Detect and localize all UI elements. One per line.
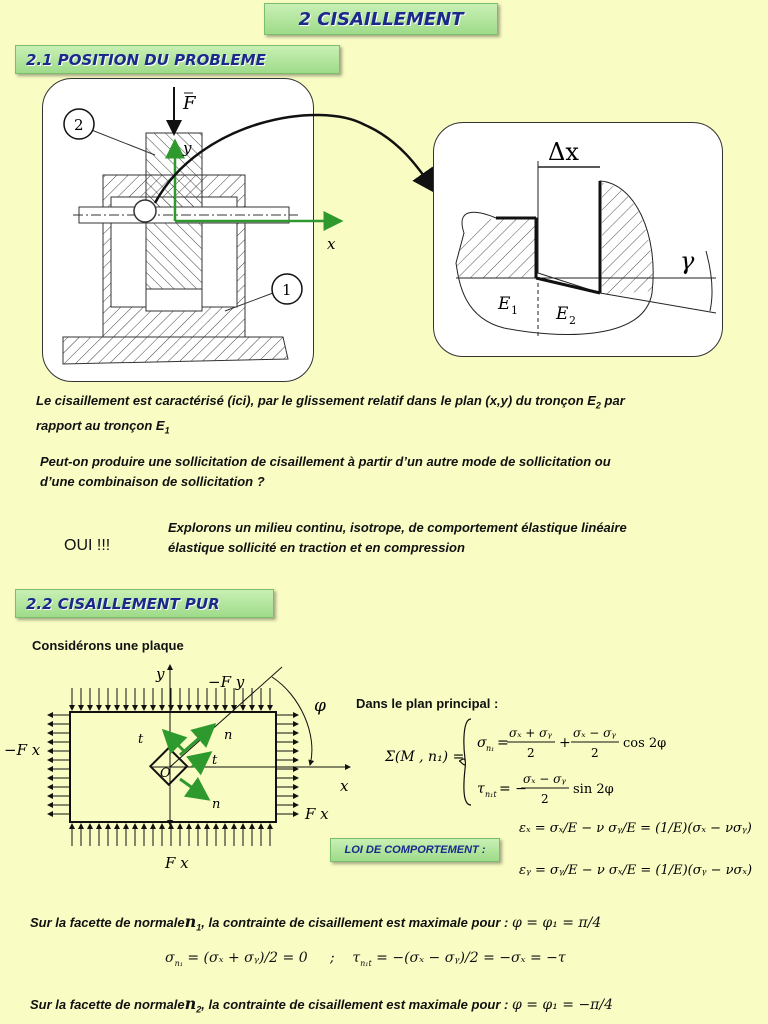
svg-text:2: 2 xyxy=(591,746,599,760)
svg-text:σₓ − σᵧ: σₓ − σᵧ xyxy=(573,726,616,740)
phi-label: φ xyxy=(314,696,326,716)
facet-n1-text: Sur la facette de normalen$_1$, la contrainte de cisaillement est maximale pour : φ = φ₁ = π/4 xyxy=(30,912,602,933)
minus-fx-label: −F x xyxy=(4,741,41,759)
tn2-label: t xyxy=(212,753,218,768)
plate-figure xyxy=(0,655,370,885)
n1-label: n xyxy=(224,728,233,743)
origin-label: O xyxy=(160,766,171,781)
callout-1: 1 xyxy=(282,281,292,299)
e1-label: E xyxy=(498,294,511,314)
svg-text:σ: σ xyxy=(477,735,487,751)
svg-text:sin 2φ: sin 2φ xyxy=(573,782,614,797)
answer-text: OUI !!! xyxy=(64,537,111,554)
fx-bottom-label: F x xyxy=(165,854,189,872)
principal-plane-label: Dans le plan principal : xyxy=(356,696,499,711)
explore-text: Explorons un milieu continu, isotrope, de comportement élastique linéaire élastique sollicité en traction et en compression xyxy=(168,520,627,555)
section-heading-position: 2.1 POSITION DU PROBLEME xyxy=(15,45,340,74)
y-axis-label: y xyxy=(156,665,165,683)
delta-x-text: Δx xyxy=(548,138,579,166)
shear-detail-figure xyxy=(433,122,723,357)
svg-text:2: 2 xyxy=(541,792,549,806)
svg-text:Σ(M , n₁) =: Σ(M , n₁) = xyxy=(385,749,465,765)
svg-text:σₓ + σᵧ: σₓ + σᵧ xyxy=(509,726,552,740)
facet-n2-text: Sur la facette de normalen$_2$, la contrainte de cisaillement est maximale pour : φ = φ₁ = −π/4 xyxy=(30,994,614,1015)
callout-2: 2 xyxy=(74,116,84,134)
stress-equations xyxy=(385,713,755,808)
section-heading-pure-shear: 2.2 CISAILLEMENT PUR xyxy=(15,589,274,618)
y-label: y xyxy=(183,139,192,157)
n2-label: n xyxy=(212,797,221,812)
svg-text:σₓ − σᵧ: σₓ − σᵧ xyxy=(523,772,566,786)
minus-fy-label: −F y xyxy=(208,673,245,691)
e2-subscript: 2 xyxy=(569,314,576,327)
e2-label: E xyxy=(556,304,569,324)
svg-text:= −: = − xyxy=(499,781,527,797)
svg-text:+: + xyxy=(559,735,571,751)
x-label: x xyxy=(327,235,336,253)
svg-text:τ: τ xyxy=(477,781,485,797)
svg-text:=: = xyxy=(497,735,509,751)
shear-definition: Le cisaillement est caractérisé (ici), par le glissement relatif dans le plan (x,y) du tronçon $E_2$ par rapport au tronçon $E_1$ xyxy=(36,393,625,436)
strain-equations xyxy=(515,808,755,886)
svg-text:εᵧ = σᵧ/E − ν σₓ/E = (1/E)(σᵧ: εᵧ = σᵧ/E − ν σₓ/E = (1/E)(σᵧ − νσₓ) xyxy=(519,863,753,878)
page-title: 2 CISAILLEMENT xyxy=(264,3,498,35)
gamma-label: γ xyxy=(680,247,695,275)
e1-subscript: 1 xyxy=(511,304,518,317)
x-axis-label: x xyxy=(340,777,349,795)
force-label: F xyxy=(183,93,196,114)
fx-right-label: F x xyxy=(305,805,329,823)
svg-text:εₓ = σₓ/E − ν σᵧ/E = (1/E)(σₓ: εₓ = σₓ/E − ν σᵧ/E = (1/E)(σₓ − νσᵧ) xyxy=(519,821,752,836)
svg-text:cos 2φ: cos 2φ xyxy=(623,736,667,751)
facet-n1-equation: $\sigma_{n_1} = (\sigma_x$ + σᵧ)/2 = 0 ; $\tau_{n_1t} = -(\sigma_x$ − σᵧ)/2 = −σₓ = −τ xyxy=(165,950,566,968)
tn1-label: t xyxy=(138,732,144,747)
behavior-law-badge: LOI DE COMPORTEMENT : xyxy=(330,838,500,862)
svg-text:n₁: n₁ xyxy=(486,744,495,753)
svg-text:n₁t: n₁t xyxy=(485,790,497,799)
svg-text:2: 2 xyxy=(527,746,535,760)
plate-intro: Considérons une plaque xyxy=(32,638,184,653)
question-text: Peut-on produire une sollicitation de cisaillement à partir d’un autre mode de sollicitation ou d’une combinaison de sollicitation ? xyxy=(40,454,611,489)
